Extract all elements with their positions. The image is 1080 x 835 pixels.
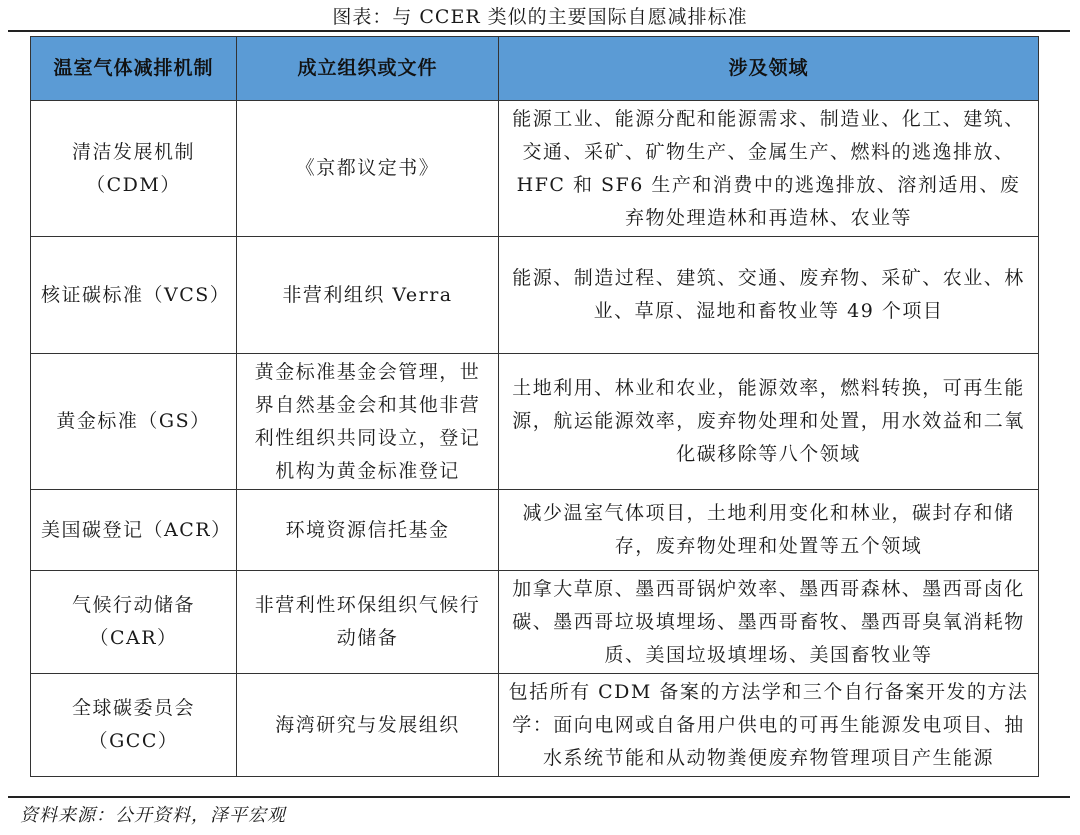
header-row bbox=[31, 37, 1039, 101]
domains-cell: 减少温室气体项目，土地利用变化和林业，碳封存和储存，废弃物处理和处置等五个领域 bbox=[499, 490, 1039, 571]
table-row bbox=[31, 237, 1039, 354]
table-row bbox=[31, 571, 1039, 674]
domains-cell: 包括所有 CDM 备案的方法学和三个自行备案开发的方法学：面向电网或自备用户供电的可再生能源发电项目、抽水系统节能和从动物粪便废弃物管理项目产生能源 bbox=[499, 674, 1039, 777]
domains-cell: 土地利用、林业和农业，能源效率，燃料转换，可再生能源，航运能源效率，废弃物处理和处置，用水效益和二氧化碳移除等八个领域 bbox=[499, 354, 1039, 490]
header-organization: 成立组织或文件 bbox=[237, 37, 499, 101]
table-row bbox=[31, 101, 1039, 237]
mechanism-cell: 核证碳标准（VCS） bbox=[31, 237, 237, 354]
standards-table bbox=[30, 36, 1039, 777]
organization-cell: 非营利性环保组织气候行动储备 bbox=[237, 571, 499, 674]
mechanism-cell: 气候行动储备（CAR） bbox=[31, 571, 237, 674]
table-row bbox=[31, 490, 1039, 571]
mechanism-cell: 黄金标准（GS） bbox=[31, 354, 237, 490]
organization-cell: 《京都议定书》 bbox=[237, 101, 499, 237]
header-mechanism: 温室气体减排机制 bbox=[31, 37, 237, 101]
mechanism-cell: 全球碳委员会（GCC） bbox=[31, 674, 237, 777]
mechanism-cell: 美国碳登记（ACR） bbox=[31, 490, 237, 571]
organization-cell: 环境资源信托基金 bbox=[237, 490, 499, 571]
table-row bbox=[31, 354, 1039, 490]
header-domains: 涉及领域 bbox=[499, 37, 1039, 101]
table-title: 图表：与 CCER 类似的主要国际自愿减排标准 bbox=[332, 6, 748, 28]
top-rule bbox=[8, 30, 1070, 32]
domains-cell: 能源工业、能源分配和能源需求、制造业、化工、建筑、交通、采矿、矿物生产、金属生产、燃料的逃逸排放、HFC 和 SF6 生产和消费中的逃逸排放、溶剂适用、废弃物处理造林和再造林、农业等 bbox=[499, 101, 1039, 237]
bottom-rule bbox=[8, 796, 1070, 798]
domains-cell: 加拿大草原、墨西哥锅炉效率、墨西哥森林、墨西哥卤化碳、墨西哥垃圾填埋场、墨西哥畜牧、墨西哥臭氧消耗物质、美国垃圾填埋场、美国畜牧业等 bbox=[499, 571, 1039, 674]
organization-cell: 海湾研究与发展组织 bbox=[237, 674, 499, 777]
organization-cell: 黄金标准基金会管理，世界自然基金会和其他非营利性组织共同设立，登记机构为黄金标准登记 bbox=[237, 354, 499, 490]
mechanism-cell: 清洁发展机制（CDM） bbox=[31, 101, 237, 237]
domains-cell: 能源、制造过程、建筑、交通、废弃物、采矿、农业、林业、草原、湿地和畜牧业等 49 个项目 bbox=[499, 237, 1039, 354]
source-note: 资料来源：公开资料，泽平宏观 bbox=[20, 805, 286, 826]
table-row bbox=[31, 674, 1039, 777]
organization-cell: 非营利组织 Verra bbox=[237, 237, 499, 354]
